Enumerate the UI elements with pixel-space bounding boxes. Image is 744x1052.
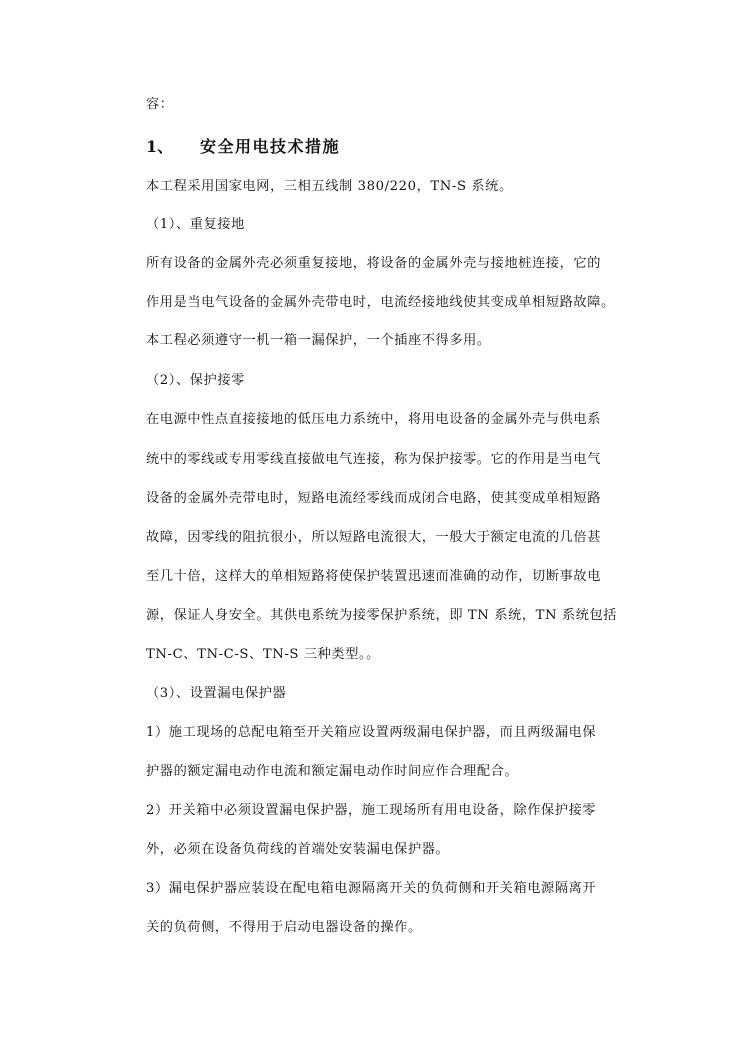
paragraph-line: 在电源中性点直接接地的低压电力系统中，将用电设备的金属外壳与供电系	[146, 412, 601, 427]
section-number: 1、	[146, 137, 174, 156]
paragraph-line: 故障，因零线的阻抗很小，所以短路电流很大，一般大于额定电流的几倍甚	[146, 530, 601, 545]
paragraph-line: 设备的金属外壳带电时，短路电流经零线而成闭合电路，使其变成单相短路	[146, 491, 601, 506]
subsection-title: （3）、设置漏电保护器	[146, 686, 287, 701]
paragraph-line: 至几十倍，这样大的单相短路将使保护装置迅速而准确的动作，切断事故电	[146, 569, 601, 584]
paragraph-line: 2）开关箱中必须设置漏电保护器，施工现场所有用电设备，除作保护接零	[146, 803, 597, 818]
paragraph-line: 外，必须在设备负荷线的首端处安装漏电保护器。	[146, 842, 450, 857]
paragraph-line: 本工程采用国家电网，三相五线制 380/220，TN-S 系统。	[146, 179, 513, 194]
paragraph-line: 所有设备的金属外壳必须重复接地，将设备的金属外壳与接地桩连接，它的	[146, 256, 601, 271]
paragraph-line: 本工程必须遵守一机一箱一漏保护，一个插座不得多用。	[146, 333, 491, 348]
section-title: 安全用电技术措施	[200, 137, 341, 156]
paragraph-line: 护器的额定漏电动作电流和额定漏电动作时间应作合理配合。	[146, 764, 519, 779]
section-heading	[146, 137, 340, 157]
paragraph-line: 统中的零线或专用零线直接做电气连接，称为保护接零。它的作用是当电气	[146, 452, 601, 467]
paragraph-line: 源，保证人身安全。其供电系统为接零保护系统，即 TN 系统，TN 系统包括	[146, 608, 618, 623]
text-line-continuation: 容：	[146, 97, 174, 112]
paragraph-line: 3）漏电保护器应装设在配电箱电源隔离开关的负荷侧和开关箱电源隔离开	[146, 881, 597, 896]
paragraph-line: TN-C、TN-C-S、TN-S 三种类型。。	[146, 647, 380, 662]
subsection-title: （2）、保护接零	[146, 373, 245, 388]
paragraph-line: 1）施工现场的总配电箱至开关箱应设置两级漏电保护器，而且两级漏电保	[146, 725, 597, 740]
paragraph-line: 作用是当电气设备的金属外壳带电时，电流经接地线使其变成单相短路故障。	[146, 295, 615, 310]
paragraph-line: 关的负荷侧，不得用于启动电器设备的操作。	[146, 920, 422, 935]
subsection-title: （1）、重复接地	[146, 217, 245, 232]
